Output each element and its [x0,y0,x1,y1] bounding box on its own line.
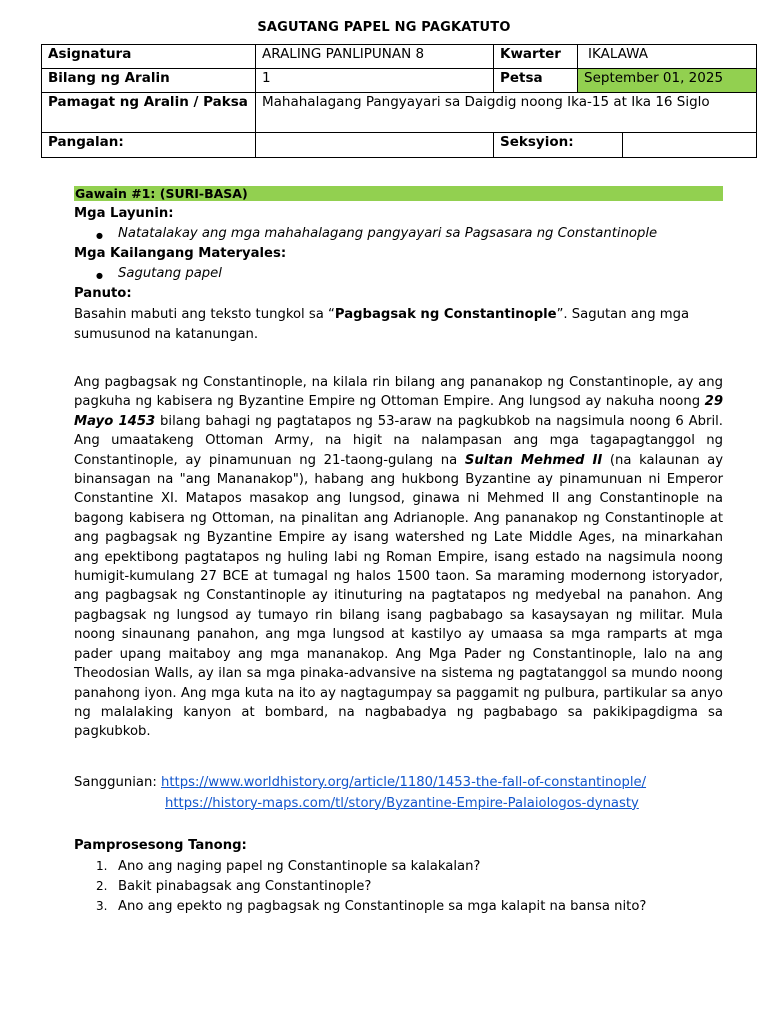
bilang-label: Bilang ng Aralin [42,69,256,93]
sources [74,772,723,814]
kwarter-value: IKALAWA [578,45,757,69]
page-title: SAGUTANG PAPEL NG PAGKATUTO [257,20,511,35]
asignatura-label: Asignatura [42,45,256,69]
pamagat-label: Pamagat ng Aralin / Paksa [42,93,256,133]
source-link-2[interactable]: https://history-maps.com/tl/story/Byzantine-Empire-Palaiologos-dynasty [165,795,639,811]
source-link-1[interactable]: https://www.worldhistory.org/article/1180/1453-the-fall-of-constantinople/ [161,774,647,790]
pangalan-field[interactable] [256,133,494,158]
bilang-value: 1 [256,69,494,93]
layunin-item: ● Natatalakay ang mga mahahalagang pangyayari sa Pagsasara ng Constantinople [74,226,723,241]
sources-label: Sanggunian: [74,774,157,790]
question-number: 2. [96,878,108,893]
question-item [74,899,723,914]
pamagat-value: Mahahalagang Pangyayari sa Daigdig noong Ika-15 at Ika 16 Siglo [256,93,757,133]
question-item [74,859,723,874]
question-item [74,879,723,894]
passage-part-2: bilang bahagi ng pagtatapos ng 53-araw na pagkubkob na nagsimula noong 6 Abril. Ang umaatakeng Ottoman Army, na higit na nalampasan ang mga tagapagtanggol ng Constantinople, ay pinamunuan ng 21-taong-gulang na [74,413,723,468]
panuto-bold: Pagbagsak ng Constantinople [334,307,557,322]
question-number: 3. [96,898,108,913]
passage-paragraph [74,373,723,742]
petsa-label: Petsa [494,69,578,93]
materyales-heading: Mga Kailangang Materyales: [74,246,287,261]
passage-part-1: Ang pagbagsak ng Constantinople, na kilala rin bilang ang pananakop ng Constantinople, ay ang pagkuha ng kabisera ng Byzantine Empire ng Ottoman Empire. Ang lungsod ay nakuha noong [74,375,723,410]
panuto-text [74,305,723,345]
passage-sultan: Sultan Mehmed II [464,452,603,468]
questions-heading: Pamprosesong Tanong: [74,837,247,853]
seksyion-field[interactable] [623,133,756,157]
question-text: Ano ang epekto ng pagbagsak ng Constantinople sa mga kalapit na bansa nito? [118,898,647,914]
seksyion-cell [494,133,757,158]
activity-content [74,186,723,914]
materyales-item: ● Sagutang papel [74,266,723,281]
info-table [41,44,757,158]
panuto-heading: Panuto: [74,286,132,301]
passage-date: 29 Mayo 1453 [74,394,723,429]
question-text: Bakit pinabagsak ang Constantinople? [118,878,372,894]
pangalan-label: Pangalan: [42,133,256,158]
kwarter-label: Kwarter [494,45,578,69]
seksyion-label: Seksyion: [494,133,623,157]
panuto-pre: Basahin mabuti ang teksto tungkol sa “ [74,307,335,322]
passage-part-3: (na kalaunan ay binansagan na "ang Mananakop"), habang ang hukbong Byzantine ay pinamunuan ni Emperor Constantine XI. Matapos masakop ang lungsod, ginawa ni Mehmed II ang Constantinople na bagong kabisera ng Ottoman, na pinalitan ang Adrianople. Ang pananakop ng Constantinople at ang pagbagsak ng Byzantine Empire ay isang watershed ng Late Middle Ages, na minarkahan ang epektibong pagtatapos ng huling labi ng Roman Empire, isang estado na nagsimula noong humigit-kumulang 27 BCE at tumagal ng halos 1500 taon. Sa maraming modernong istoryador, ang pagbagsak ng Constantinople ay itinuturing na pagtatapos ng medyebal na panahon. Ang pagbagsak ng lungsod ay tumayo rin bilang isang pagbabago sa kasaysayan ng militar. Mula noong sinaunang panahon, ang mga lungsod at kastilyo ay umaasa sa mga ramparts at mga pader upang maitaboy ang mga mananakop. Ang Mga Pader ng Constantinople, lalo na ang Theodosian Walls, ay ilan sa mga pinaka-advansive na sistema ng pagtatanggol sa mundo noong panahong iyon. Ang mga kuta na ito ay nagtagumpay sa paggamit ng pulbura, partikular sa anyo ng malalaking kanyon at bombard, na nagbabadya ng pagbabago sa pakikipagdigma sa pagkubkob. [74,452,724,740]
question-number: 1. [96,858,108,873]
panuto-post: ”. Sagutan ang mga sumusunod na katanungan. [74,307,690,342]
petsa-value: September 01, 2025 [578,69,757,93]
question-text: Ano ang naging papel ng Constantinople sa kalakalan? [118,858,481,874]
activity-title: Gawain #1: (SURI-BASA) [74,186,723,201]
asignatura-value: ARALING PANLIPUNAN 8 [256,45,494,69]
layunin-heading: Mga Layunin: [74,206,174,221]
